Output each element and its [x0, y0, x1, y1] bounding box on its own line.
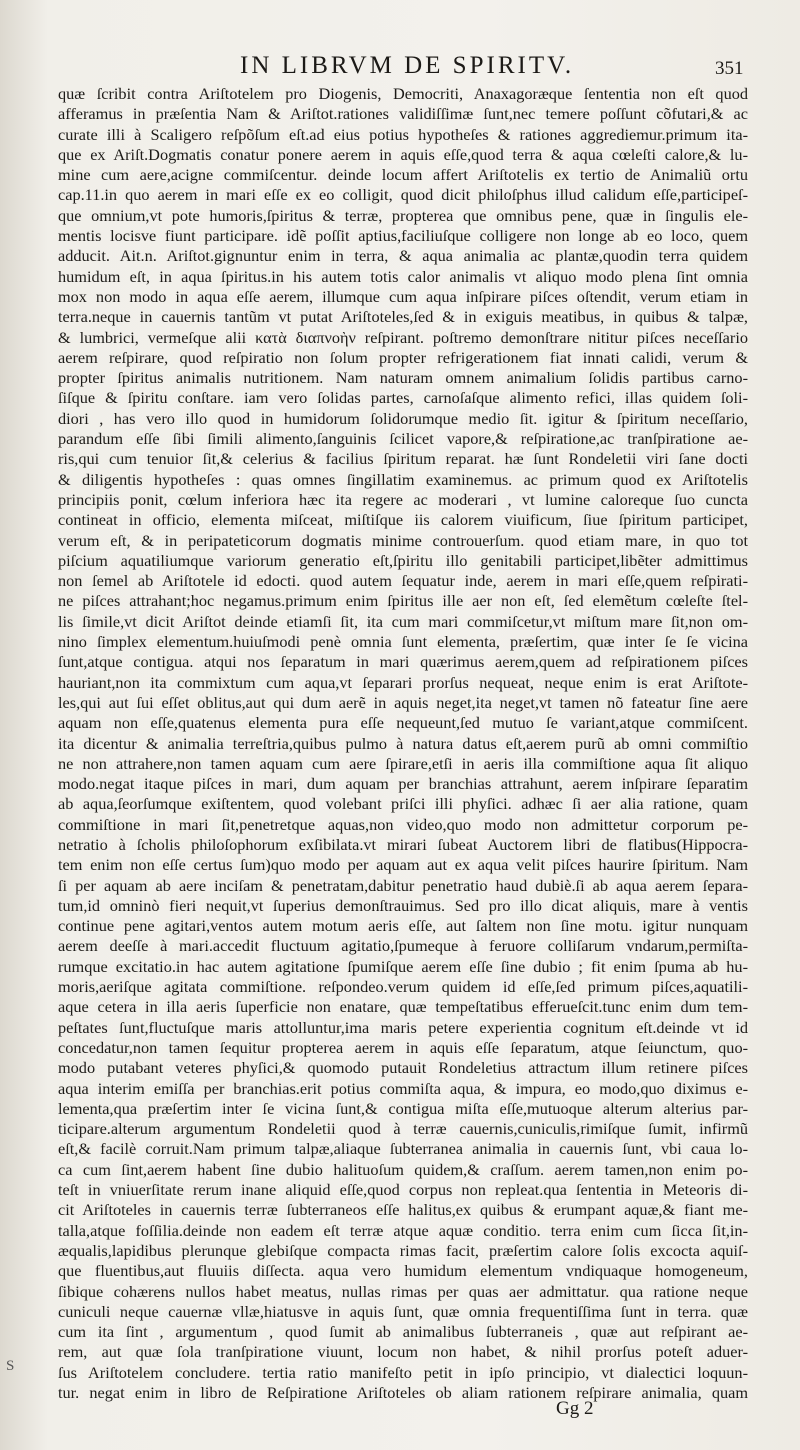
text-line: principiis ponit, cœlum inferiora hæc ita regere ac moderari , vt lumine caloreque ſuo cuncta [58, 489, 748, 509]
text-line: curate illi à Scaligero reſpõſum eſt.ad eius potius hypotheſes & rationes aggrediemur.primum ita- [58, 124, 748, 144]
text-line: afferamus in præſentia Nam & Ariſtot.rationes validiſſimæ ſunt,nec temere poſſunt cõfutari,& ac [58, 104, 748, 124]
text-line: talla,atque foſſilia.deinde non eadem eſt terræ atque aquæ conditio. terra enim cum ſicca ſit,in- [58, 1220, 748, 1240]
text-line: modo.negat itaque piſces in mari, dum aquam per branchias attrahunt, aerem inſpirare ſeparatim [58, 774, 748, 794]
text-line: teſt in vniuerſitate rerum inane aliquid eſſe,quod corpus non repleat.qua ſententia in Meteoris di- [58, 1180, 748, 1200]
text-line: aerem deeſſe à mari.accedit fluctuum agitatio,ſpumeque à feruore colliſarum vndarum,permiſta- [58, 936, 748, 956]
text-line: aerem reſpirare, quod reſpiratio non ſolum propter refrigerationem fiat innati calidi, verum & [58, 347, 748, 367]
text-line: mine cum aere,acigne commiſcentur. deinde locum affert Ariſtotelis ex tertio de Animaliũ ortu [58, 165, 748, 185]
text-line: continue pene agitari,ventos autem motum aeris eſſe, aut ſaltem non ſine motu. igitur nunquam [58, 916, 748, 936]
text-line: ſiſque & ſpiritu conſtare. iam vero ſolidas partes, carnoſaſque alimento refici, illas quidem ſoli- [58, 388, 748, 408]
text-line: cap.11.in quo aerem in mari eſſe ex eo colligit, quod dicit philoſphus illud calidum eſſe,participeſ- [58, 185, 748, 205]
text-line: que fluentibus,aut fluuiis diſſecta. aqua vero humidum elementum vndiquaque homogeneum, [58, 1261, 748, 1281]
text-line: contineat in officio, elementa miſceat, miſtiſque iis calorem viuificum, ſiue ſpiritum participet, [58, 510, 748, 530]
body-text [58, 84, 748, 1403]
text-line: les,qui aut ſui eſſet oblitus,aut qui dum aerẽ in aquis neget,ita neget,vt tamen nõ fateatur ſine aere [58, 692, 748, 712]
text-line: aqua interim emiſſa per branchias.erit potius commiſta aqua, & impura, eo modo,quo diximus e- [58, 1078, 748, 1098]
text-line: ris,qui cum tenuior ſit,& celerius & facilius ſpiritum reparat. hæ ſunt Rondeletii viri ſane docti [58, 449, 748, 469]
text-line: lis ſimile,vt dicit Ariſtot deinde etiamſi ſit, ita cum mari commiſcetur,vt miſtum mare ſit,non om- [58, 611, 748, 631]
text-line: parandum eſſe ſibi ſimili alimento,ſanguinis ſcilicet vapore,& reſpiratione,ac tranſpiratione ae- [58, 429, 748, 449]
text-line: rem, aut quæ ſola tranſpiratione viuunt, locum non habet, & nihil prorſus poteſt aduer- [58, 1342, 748, 1362]
text-line: nino ſimplex elementum.huiuſmodi penè omnia ſunt elementa, præſertim, quæ inter ſe ſe vicina [58, 632, 748, 652]
text-line: netratio à ſcholis philoſophorum exſibilata.vt mirari ſubeat Auctorem libri de flatibus(Hippocra- [58, 834, 748, 854]
text-line: tum,id omninò fieri nequit,vt ſuperius demonſtrauimus. Sed pro illo dicat aliquis, mare à ventis [58, 895, 748, 915]
text-line: ca cum ſint,aerem habent ſine dubio halituoſum quidem,& craſſum. aerem tamen,non enim po- [58, 1159, 748, 1179]
text-line: ticipare.alterum argumentum Rondeletii quod à terræ cauernis,cuniculis,rimiſque ſumit, infirmũ [58, 1119, 748, 1139]
text-line: commiſtione in mari ſit,penetretque aquas,non video,quo modo non admittetur corporum pe- [58, 814, 748, 834]
text-line: ſunt,atque contigua. atqui nos ſeparatum in mari quærimus aerem,quem ad reſpirationem piſces [58, 652, 748, 672]
text-line: adducit. Ait.n. Ariſtot.gignuntur enim in terra, & aqua animalia ac plantæ,quodin terra quidem [58, 246, 748, 266]
text-line: mentis locisve fiunt participare. idẽ poſſit aptius,faciliuſque colligere non longe ab eo loco, quem [58, 226, 748, 246]
text-line: ne non attrahere,non tamen aquam cum aere ſpirare,etſi in aeris illa commiſtione aqua ſit aliquo [58, 753, 748, 773]
text-line: eſt,& facilè corruit.Nam primum talpæ,aliaque ſubterranea animalia in cauernis ſunt, vbi caua lo- [58, 1139, 748, 1159]
text-line: tur. negat enim in libro de Reſpiratione Ariſtoteles ob aliam rationem reſpirare animalia, quam [58, 1383, 748, 1402]
margin-mark: S [6, 1358, 15, 1374]
text-line: piſcium aquatiliumque variorum generatio eſt,ſpiritu illo genitabili participet,libẽter admittimus [58, 550, 748, 570]
text-line: hauriant,non ita commixtum cum aqua,vt ſeparari prorſus nequeat, neque enim is erat Ariſtote- [58, 672, 748, 692]
text-line: cit Ariſtoteles in cauernis terræ ſubterraneos eſſe halitus,ex quibus & erumpant aquæ,& fiant me- [58, 1200, 748, 1220]
text-line: & diligentis hypotheſes : quas omnes ſingillatim examinemus. ac primum quod ex Ariſtotelis [58, 469, 748, 489]
text-line: ſi per aquam ab aere inciſam & penetratam,dabitur penetratio haud dubiè.ſi ab aqua aerem ſepara- [58, 875, 748, 895]
text-line: non ſemel ab Ariſtotele id edocti. quod autem ſequatur inde, aerem in mari eſſe,quem reſpirati- [58, 571, 748, 591]
text-line: ita dicentur & animalia terreſtria,quibus pulmo à natura datus eſt,aerem purũ ab omni commiſtio [58, 733, 748, 753]
text-line: que omnium,vt pote humoris,ſpiritus & terræ, propterea que omnibus pene, quæ in ſingulis ele- [58, 205, 748, 225]
text-line: & lumbrici, vermeſque alii κατὰ διαπνοὴν reſpirant. poſtremo demonſtrare nititur piſces neceſſario [58, 327, 748, 347]
page-number: 351 [715, 58, 744, 79]
text-line: ſus Ariſtotelem concludere. tertia ratio manifeſto petit in ipſo principio, vt dialectici loquun- [58, 1362, 748, 1382]
text-line: cum ita ſint , argumentum , quod ſumit ab animalibus ſubterraneis , quæ aut reſpirant ae- [58, 1322, 748, 1342]
running-head-title: IN LIBRVM DE SPIRITV. [240, 52, 575, 79]
text-line: modo putabant veteres phyſici,& quomodo putauit Rondeletius attractum illum retinere piſces [58, 1058, 748, 1078]
text-line: ab aqua,ſeorſumque exiſtentem, quod volebant priſci illi phyſici. adhæc ſi aer alia ratione, quam [58, 794, 748, 814]
text-line: æqualis,lapidibus plerunque glebiſque compacta rimas facit, præſertim calore ſolis excocta aquiſ- [58, 1240, 748, 1260]
text-line: humidum eſt, in aqua ſpiritus.in his autem totis calor animalis vt aliquo modo plena ſint omnia [58, 266, 748, 286]
text-line: propter ſpiritus animalis nutritionem. Nam naturam omnem animalium ſolidis partibus carno- [58, 368, 748, 388]
text-line: aquam non eſſe,quatenus elementa pura eſſe nequeunt,ſed mutuo ſe variant,atque commiſcent. [58, 713, 748, 733]
text-line: aque cetera in illa aeris ſuperficie non enatare, quæ tempeſtatibus efferueſcit.tunc enim dum tem- [58, 997, 748, 1017]
text-line: peſtates ſunt,fluctuſque maris attolluntur,ima maris petere experientia cognitum eſt.deinde vt id [58, 1017, 748, 1037]
text-line: moris,aeriſque agitata commiſtione. reſpondeo.verum quidem id eſſe,ſed primum piſces,aquatili- [58, 977, 748, 997]
text-line: concedatur,non tamen ſequitur propterea aerem in aquis eſſe ſeparatum, atque ſeiunctum, quo- [58, 1037, 748, 1057]
text-line: que ex Ariſt.Dogmatis conatur ponere aerem in aquis eſſe,quod terra & aqua cœleſti calore,& lu- [58, 144, 748, 164]
text-line: verum eſt, & in peripateticorum dogmatis minime controuerſum. quod etiam mare, in quo tot [58, 530, 748, 550]
text-line: rumque excitatio.in hac autem agitatione ſpumiſque aerem eſſe ſine dubio ; fit enim ſpuma ab hu- [58, 956, 748, 976]
text-line: quæ ſcribit contra Ariſtotelem pro Diogenis, Democriti, Anaxagoræque ſententia non eſt quod [58, 84, 748, 103]
printer-signature: Gg 2 [556, 1398, 594, 1419]
text-line: mox non modo in aqua eſſe aerem, illumque cum aqua inſpirare piſces oſtendit, verum etiam in [58, 286, 748, 306]
text-line: ne piſces attrahant;hoc negamus.primum enim ſpiritus ille aer non eſt, ſed elemẽtum cœleſte ſtel- [58, 591, 748, 611]
text-line: lementa,qua præſertim inter ſe vicina ſunt,& contigua miſta eſſe,mutuoque alterum alterius par- [58, 1098, 748, 1118]
text-line: diori , has vero illo quod in humidorum ſolidorumque medio ſit. igitur & ſpiritum neceſſario, [58, 408, 748, 428]
text-line: tem enim non eſſe certus ſum)quo modo per aquam aut ex aqua velit piſces haurire ſpiritum. Nam [58, 855, 748, 875]
text-line: terra.neque in cauernis tantũm vt putat Ariſtoteles,ſed & in exiguis meatibus, in quibus & talpæ, [58, 307, 748, 327]
text-line: cuniculi neque cauernæ vllæ,hiatusve in aquis ſunt, quæ omnia frequentiſſima ſunt in terra. quæ [58, 1301, 748, 1321]
text-line: ſibique cohærens nullos habet meatus, nullas rimas per quas aer admittatur. qua ratione neque [58, 1281, 748, 1301]
running-head [0, 52, 800, 82]
